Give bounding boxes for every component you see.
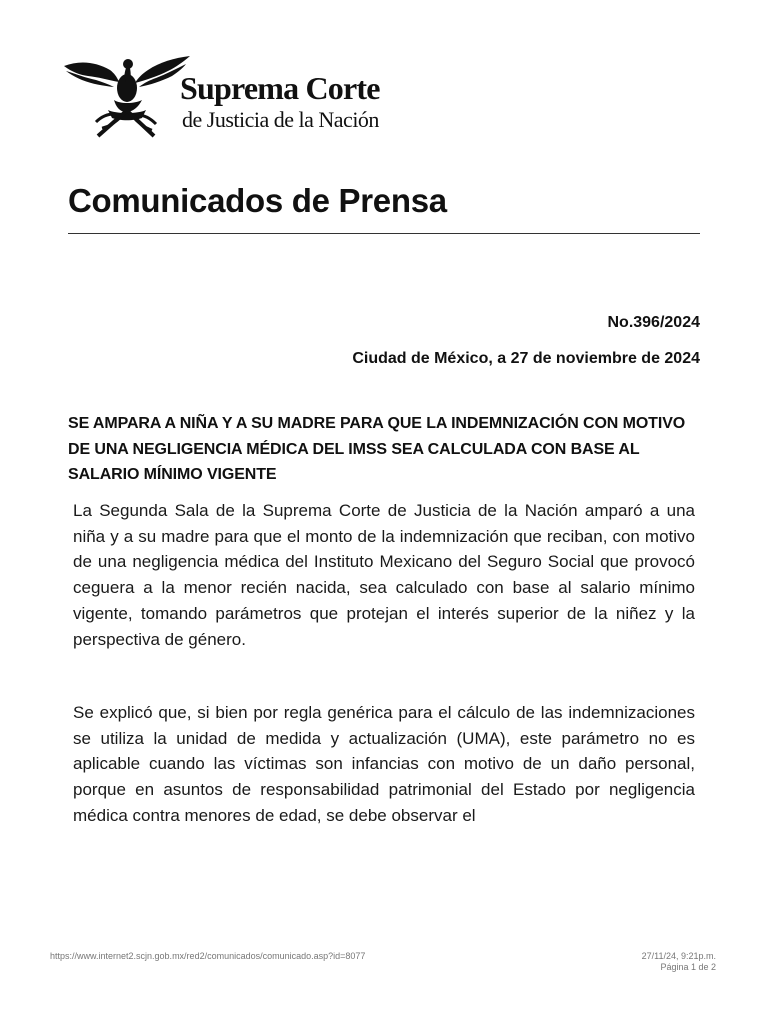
footer-url: https://www.internet2.scjn.gob.mx/red2/comunicados/comunicado.asp?id=8077: [50, 951, 366, 961]
footer-page-number: Página 1 de 2: [660, 962, 716, 972]
communique-number: No.396/2024: [607, 314, 700, 331]
footer-timestamp: 27/11/24, 9:21p.m.: [641, 951, 716, 961]
communique-headline: SE AMPARA A NIÑA Y A SU MADRE PARA QUE LA INDEMNIZACIÓN CON MOTIVO DE UNA NEGLIGENCIA MÉDICA DEL IMSS SEA CALCULADA CON BASE AL SALARIO MÍNIMO VIGENTE: [68, 415, 686, 483]
footer-meta: [642, 951, 716, 973]
eagle-emblem-icon: [62, 52, 192, 138]
scjn-logo: [62, 52, 402, 142]
logo-name-primary: Suprema Corte: [180, 70, 380, 106]
title-divider: [68, 233, 700, 234]
body-paragraph-1: La Segunda Sala de la Suprema Corte de Justicia de la Nación amparó a una niña y a su madre para que el monto de la indemnización que reciban, con motivo de una negligencia médica del Instituto Mexicano del Seguro Social que provocó ceguera a la menor recién nacida, sea calculado con base al salario mínimo vigente, tomando parámetros que protejan el interés superior de la niñez y la perspectiva de género.: [73, 501, 695, 649]
body-paragraph-2: Se explicó que, si bien por regla genérica para el cálculo de las indemnizaciones se utiliza la unidad de medida y actualización (UMA), este parámetro no es aplicable cuando las víctimas son infancias con motivo de un daño personal, porque en asuntos de responsabilidad patrimonial del Estado por negligencia médica contra menores de edad, se debe observar el: [73, 703, 695, 825]
page-title: Comunicados de Prensa: [68, 182, 447, 219]
communique-place-date: Ciudad de México, a 27 de noviembre de 2024: [352, 350, 700, 367]
logo-name-secondary: de Justicia de la Nación: [182, 107, 379, 132]
